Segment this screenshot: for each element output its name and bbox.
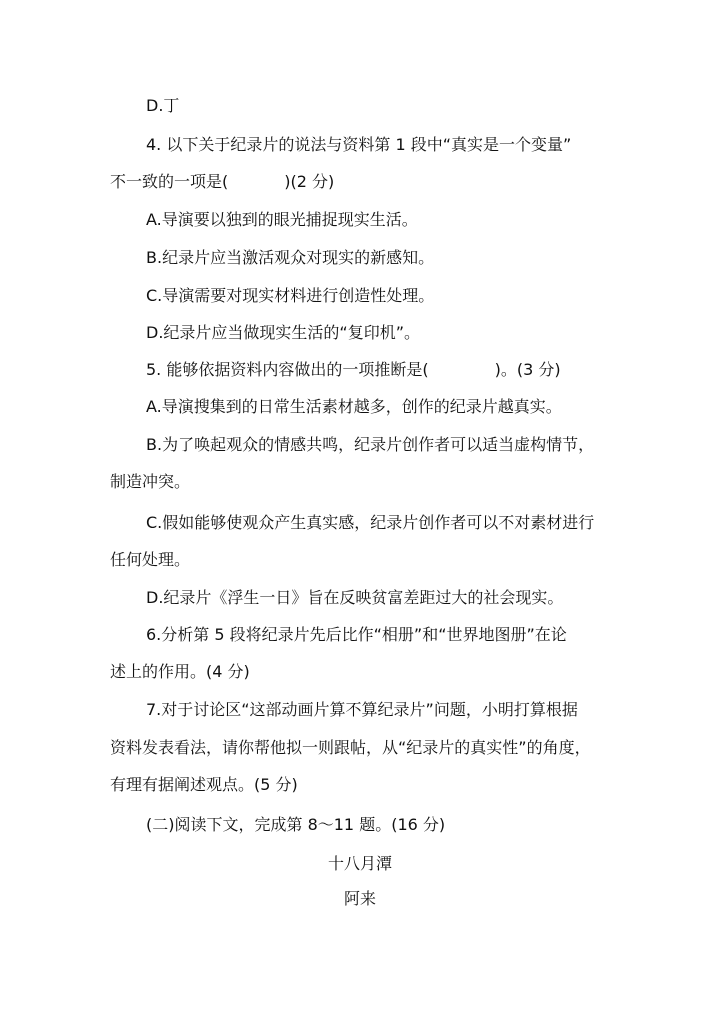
q4-option-b: B.纪录片应当激活观众对现实的新感知。: [146, 248, 435, 267]
article-title: 十八月潭: [327, 854, 392, 873]
q4-stem-suffix: )(2 分): [284, 172, 335, 191]
q4-stem-line-2: [110, 170, 334, 194]
q3-option-d: D.丁: [146, 96, 180, 115]
q4-stem-prefix: 不一致的一项是(: [110, 172, 229, 191]
article-author: 阿来: [343, 889, 376, 908]
q4-option-d: D.纪录片应当做现实生活的“复印机”。: [146, 323, 420, 342]
q6-line-1: 6.分析第 5 段将纪录片先后比作“相册”和“世界地图册”在论: [146, 625, 567, 644]
q5-option-c-line-1: C.假如能够使观众产生真实感，纪录片创作者可以不对素材进行: [146, 513, 595, 532]
q5-option-b-line-1: B.为了唤起观众的情感共鸣，纪录片创作者可以适当虚构情节，: [146, 435, 595, 454]
q4-option-a: A.导演要以独到的眼光捕捉现实生活。: [146, 210, 418, 229]
q5-stem: [146, 358, 561, 382]
q5-stem-suffix: )。(3 分): [494, 360, 561, 379]
q4-stem-line-1: 4. 以下关于纪录片的说法与资料第 1 段中“真实是一个变量”: [146, 135, 572, 154]
q5-stem-prefix: 5. 能够依据资料内容做出的一项推断是(: [146, 360, 429, 379]
q5-option-d: D.纪录片《浮生一日》旨在反映贫富差距过大的社会现实。: [146, 588, 564, 607]
q7-line-1: 7.对于讨论区“这部动画片算不算纪录片”问题，小明打算根据: [146, 700, 578, 719]
q7-line-3: 有理有据阐述观点。(5 分): [110, 775, 298, 794]
q5-option-b-line-2: 制造冲突。: [110, 472, 191, 491]
section-2-heading: (二)阅读下文，完成第 8～11 题。(16 分): [146, 815, 446, 834]
q6-line-2: 述上的作用。(4 分): [110, 662, 250, 681]
q5-option-a: A.导演搜集到的日常生活素材越多，创作的纪录片越真实。: [146, 397, 562, 416]
q7-line-2: 资料发表看法，请你帮他拟一则跟帖，从“纪录片的真实性”的角度，: [110, 738, 591, 757]
q5-option-c-line-2: 任何处理。: [110, 550, 191, 569]
q4-option-c: C.导演需要对现实材料进行创造性处理。: [146, 286, 435, 305]
